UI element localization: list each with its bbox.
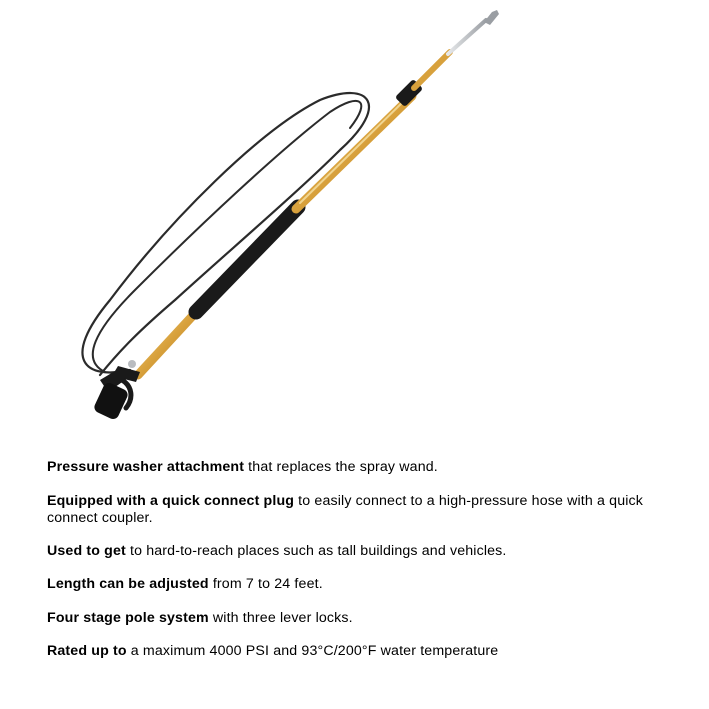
nozzle	[484, 10, 499, 25]
metal-wand	[448, 20, 486, 54]
feature-item	[47, 576, 677, 594]
feature-text: that replaces the spray wand.	[244, 459, 438, 475]
pole-upper	[296, 96, 412, 209]
feature-bold: Used to get	[47, 542, 126, 559]
pole-lower	[138, 310, 198, 375]
feature-list	[47, 459, 677, 661]
feature-bold: Rated up to	[47, 643, 127, 659]
feature-bold: Length can be adjusted	[47, 576, 209, 592]
feature-text: to easily connect to a high-pressure hose with a quick connect coupler.	[47, 492, 644, 526]
feature-text: to hard-to-reach places such as tall buildings and vehicles.	[125, 542, 507, 559]
feature-bold: Pressure washer attachment	[47, 459, 245, 475]
feature-text: with three lever locks.	[208, 609, 353, 626]
feature-bold: Equipped with a quick connect plug	[47, 492, 295, 509]
feature-text: a maximum 4000 PSI and 93°C/200°F water temperature	[126, 643, 499, 659]
product-image	[60, 5, 520, 435]
pole-grip	[196, 207, 298, 312]
feature-item	[47, 610, 677, 628]
feature-item	[47, 493, 677, 528]
feature-item	[47, 543, 677, 561]
feature-bold: Four stage pole system	[47, 609, 209, 626]
pole-highlight	[300, 95, 410, 203]
pole-extension	[414, 52, 450, 88]
feature-item	[47, 643, 677, 661]
feature-item	[47, 459, 677, 477]
hose	[82, 93, 369, 375]
feature-text: from 7 to 24 feet.	[208, 576, 323, 592]
hose-inner	[93, 101, 362, 372]
